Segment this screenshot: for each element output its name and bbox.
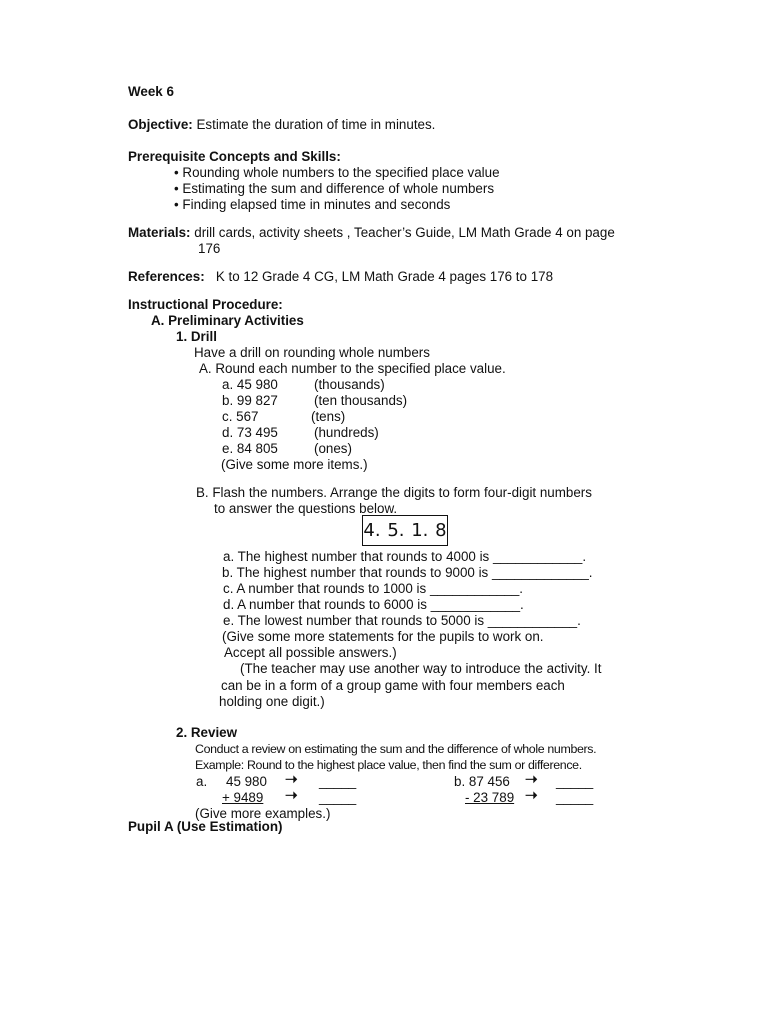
pupil-a-heading: Pupil A (Use Estimation) [128, 819, 283, 834]
prerequisite-item: • Rounding whole numbers to the specified place value [174, 165, 500, 180]
arrow-right-icon: ➝ [525, 771, 538, 788]
drill-part-b: B. Flash the numbers. Arrange the digits to form four-digit numbers [196, 485, 592, 500]
flash-question: e. The lowest number that rounds to 5000 is ____________. [223, 613, 581, 628]
answer-blank: _____ [556, 774, 594, 789]
review-b-top: b. 87 456 [454, 774, 510, 789]
flash-question: a. The highest number that rounds to 4000 is ____________. [223, 549, 587, 564]
materials-text: drill cards, activity sheets , Teacher’s Guide, LM Math Grade 4 on page [194, 225, 615, 240]
answer-blank: _____ [319, 774, 357, 789]
objective-label: Objective: [128, 117, 193, 132]
teacher-note: Accept all possible answers.) [224, 645, 397, 660]
review-b-bottom: - 23 789 [465, 790, 515, 805]
flash-question: b. The highest number that rounds to 9000 is _____________. [222, 565, 593, 580]
drill-item-number: d. 73 495 [222, 425, 278, 440]
procedure-heading: Instructional Procedure: [128, 297, 283, 312]
review-instruction: Conduct a review on estimating the sum and the difference of whole numbers. [195, 742, 597, 756]
teacher-note: (The teacher may use another way to introduce the activity. It [240, 661, 602, 676]
review-heading: 2. Review [176, 725, 238, 740]
drill-item-place: (tens) [311, 409, 346, 424]
drill-item-place: (ones) [314, 441, 352, 456]
drill-more-items: (Give some more items.) [221, 457, 368, 472]
arrow-right-icon: ➝ [285, 787, 298, 804]
drill-item-place: (thousands) [314, 377, 385, 392]
flash-card: 4. 5. 1. 8 [362, 515, 448, 546]
objective-text: Estimate the duration of time in minutes. [196, 117, 436, 132]
arrow-right-icon: ➝ [525, 787, 538, 804]
section-a-heading: A. Preliminary Activities [151, 313, 304, 328]
prerequisite-item: • Finding elapsed time in minutes and seconds [174, 197, 451, 212]
flash-question: d. A number that rounds to 6000 is ____________. [223, 597, 524, 612]
drill-item-number: c. 567 [222, 409, 259, 424]
references-text: K to 12 Grade 4 CG, LM Math Grade 4 pages 176 to 178 [215, 269, 554, 284]
drill-item-place: (hundreds) [314, 425, 379, 440]
prerequisites-label: Prerequisite Concepts and Skills: [128, 149, 341, 164]
answer-blank: _____ [319, 790, 357, 805]
drill-heading: 1. Drill [176, 329, 217, 344]
materials-label: Materials: [128, 225, 191, 240]
prerequisite-item: • Estimating the sum and difference of whole numbers [174, 181, 495, 196]
review-a-top: 45 980 [226, 774, 267, 789]
drill-item-number: a. 45 980 [222, 377, 278, 392]
drill-item-number: b. 99 827 [222, 393, 278, 408]
flash-question: c. A number that rounds to 1000 is ____________. [223, 581, 524, 596]
teacher-note: holding one digit.) [219, 694, 325, 709]
drill-item-place: (ten thousands) [314, 393, 408, 408]
teacher-note: can be in a form of a group game with four members each [221, 678, 565, 693]
review-more: (Give more examples.) [195, 806, 331, 821]
answer-blank: _____ [556, 790, 594, 805]
teacher-note: (Give some more statements for the pupils to work on. [222, 629, 544, 644]
drill-part-b-continued: to answer the questions below. [214, 501, 398, 516]
review-a-bottom: + 9489 [222, 790, 264, 805]
review-example: Example: Round to the highest place value, then find the sum or difference. [195, 758, 582, 772]
references-label: References: [128, 269, 205, 284]
arrow-right-icon: ➝ [285, 771, 298, 788]
review-a-label: a. [196, 774, 208, 789]
materials-text-continued: 176 [198, 241, 221, 256]
materials-line [128, 225, 615, 241]
drill-part-a: A. Round each number to the specified place value. [199, 361, 506, 376]
drill-item-number: e. 84 805 [222, 441, 278, 456]
drill-intro: Have a drill on rounding whole numbers [194, 345, 430, 360]
week-heading: Week 6 [128, 84, 174, 99]
references-line [128, 269, 553, 285]
objective-line [128, 117, 435, 133]
